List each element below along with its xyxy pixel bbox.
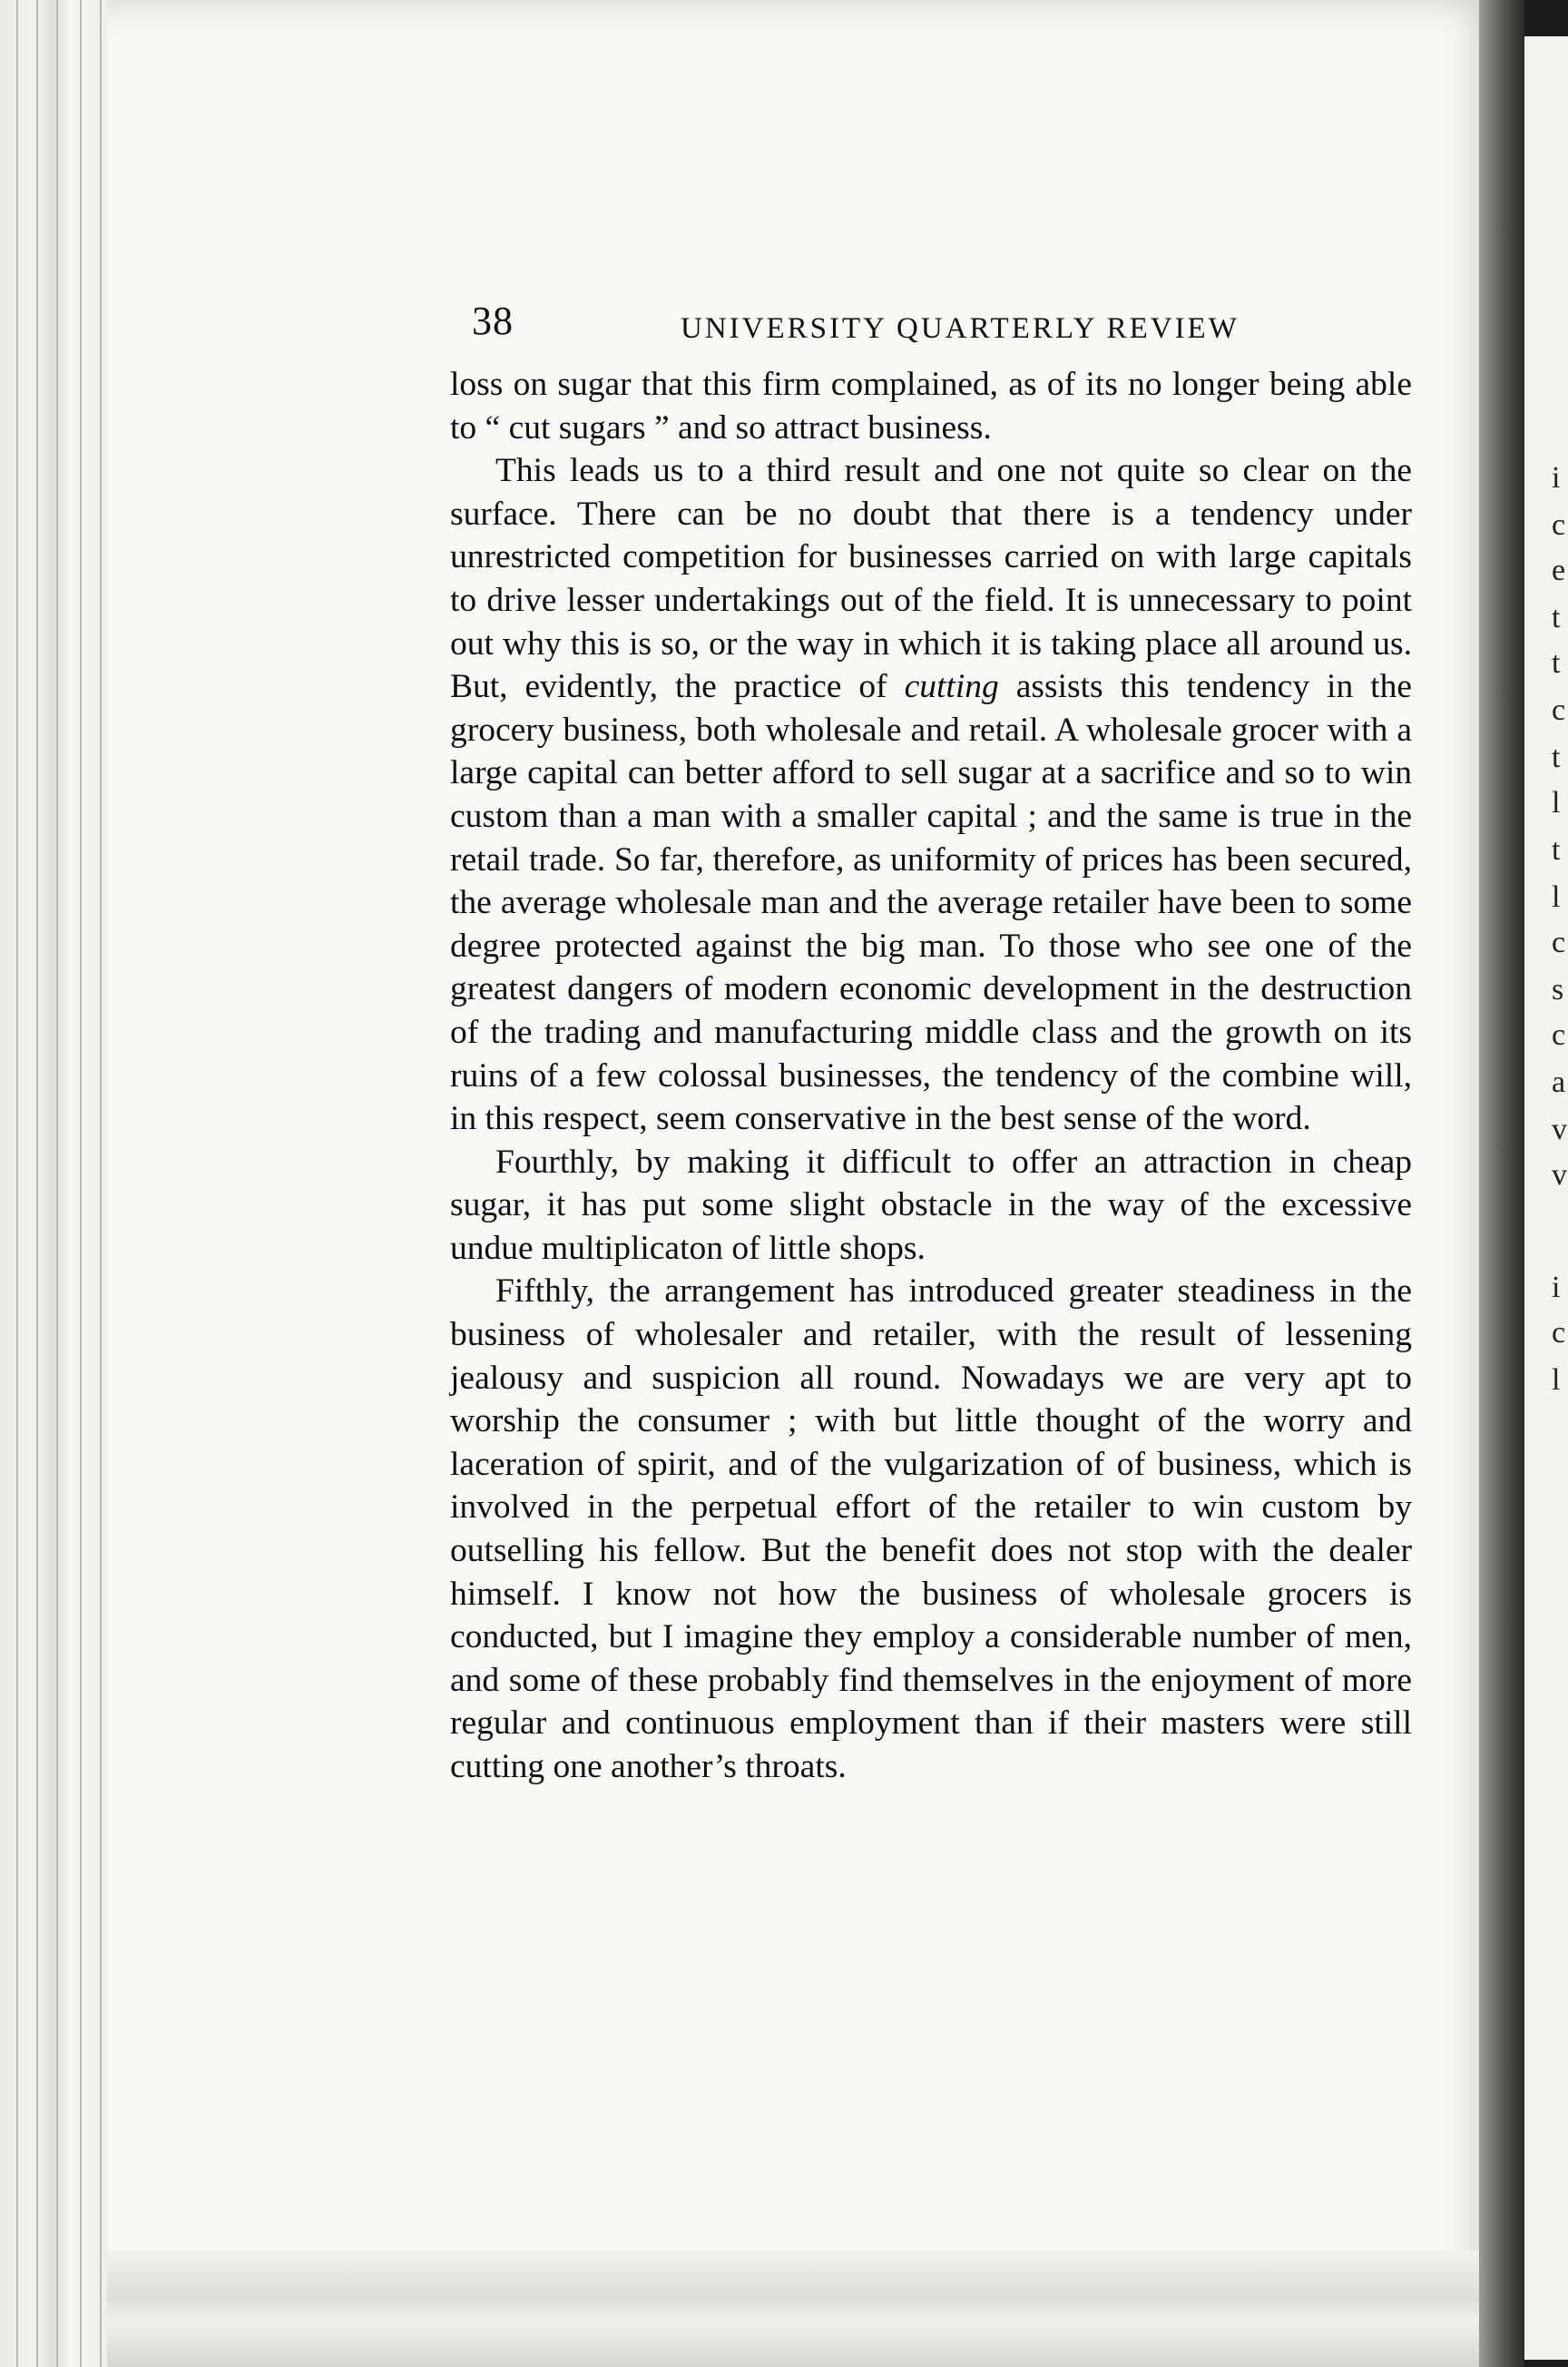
facing-fragment: e <box>1552 554 1566 587</box>
book-gutter <box>1479 0 1524 2367</box>
facing-fragment: s <box>1552 973 1564 1007</box>
facing-fragment: c <box>1552 926 1566 959</box>
emphasis-text: cutting <box>904 668 999 706</box>
facing-fragment: v <box>1552 1113 1567 1146</box>
book-fore-edge <box>0 0 118 2367</box>
running-head: UNIVERSITY QUARTERLY REVIEW <box>681 312 1240 345</box>
facing-fragment: l <box>1552 786 1561 820</box>
facing-fragment: l <box>1552 1363 1561 1397</box>
facing-fragment: v <box>1552 1158 1567 1192</box>
paragraph: Fifthly, the arrangement has introduced greater steadiness in the business of wholesaler and retailer, with the result of lessening jealousy and suspicion all round. Nowadays we are very apt to worship the consumer ; with but little thought of the worry and laceration of spirit, and of the vulgarization of of business, which is involved in the perpetual effort of the retailer to win custom by outselling his fellow. But the benefit does not stop with the dealer himself. I know not how the business of wholesale grocers is conducted, but I imagine they employ a considerable number of men, and some of these probably find themselves in the enjoyment of more regular and continuous employment than if their masters were still cutting one another’s throats. <box>450 1272 1412 1785</box>
paragraph: Fourthly, by making it difficult to offer an attraction in cheap sugar, it has put some slight obstacle in the way of the excessive undue multiplicaton of little shops. <box>450 1143 1412 1267</box>
paragraph-text: assists this tendency in the grocery business, both wholesale and retail. A wholesale grocer with a large capital can better afford to sell sugar at a sacrifice and so to win custom than a man with a smaller capital ; and the same is true in the retail trade. So far, therefore, as uniformity of prices has been secured, the average wholesale man and the average retailer have been to some degree protected against the big man. To those who see one of the greatest dangers of modern economic development in the destruction of the trading and manufacturing middle class and the growth on its ruins of a few colossal businesses, the tendency of the combine will, in this respect, seem conservative in the best sense of the word. <box>450 668 1412 1138</box>
facing-fragment: i <box>1552 1271 1561 1304</box>
facing-fragment: i <box>1552 461 1561 495</box>
paragraph-text: This leads us to a third result and one not quite so clear on the surface. There can be no doubt that there is a tendency under unrestricted competition for businesses carried on with large capitals to drive lesser undertakings out of the field. It is unnecessary to point out why this is so, or the way in which it is taking place all around us. But, evidently, the practice of <box>450 452 1412 706</box>
body-text <box>450 363 1412 1789</box>
page-number: 38 <box>472 299 514 343</box>
paragraph: loss on sugar that this firm complained, as of its no longer being able to “ cut sugars ” and so attract business. <box>450 366 1412 447</box>
facing-page-edge <box>1524 36 1568 2360</box>
facing-fragment: c <box>1552 1316 1566 1350</box>
facing-fragment: c <box>1552 508 1566 542</box>
facing-fragment: c <box>1552 1018 1566 1052</box>
facing-fragment: t <box>1552 646 1561 680</box>
facing-fragment: a <box>1552 1066 1566 1099</box>
paragraph <box>450 449 1412 1141</box>
facing-fragment: t <box>1552 601 1561 634</box>
facing-fragment: l <box>1552 880 1561 914</box>
book-bottom-edge <box>107 2251 1504 2367</box>
facing-fragment: t <box>1552 833 1561 867</box>
facing-fragment: c <box>1552 693 1566 727</box>
facing-fragment: t <box>1552 741 1561 774</box>
